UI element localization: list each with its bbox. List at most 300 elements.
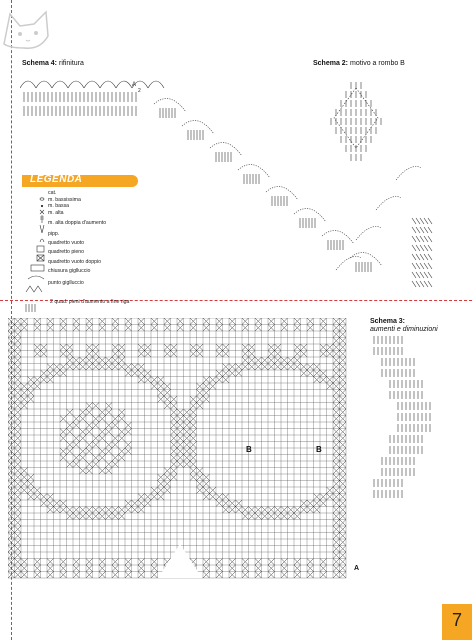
filled-cell bbox=[320, 500, 327, 507]
filled-cell bbox=[327, 377, 334, 384]
filled-cell bbox=[333, 468, 340, 475]
filled-cell bbox=[294, 559, 301, 566]
filled-cell bbox=[112, 572, 119, 579]
filled-cell bbox=[125, 507, 132, 514]
filled-cell bbox=[8, 396, 15, 403]
filled-cell bbox=[340, 526, 347, 533]
open-square-symbol bbox=[24, 240, 46, 248]
filled-cell bbox=[21, 487, 28, 494]
stitch-mark bbox=[428, 227, 432, 233]
filled-cell bbox=[99, 409, 106, 416]
stitch-mark bbox=[420, 254, 424, 260]
filled-cell bbox=[190, 429, 197, 436]
legend-item-label: m. alta bbox=[48, 210, 64, 216]
filled-cell bbox=[190, 403, 197, 410]
filled-cell bbox=[197, 344, 204, 351]
filled-cell bbox=[301, 500, 308, 507]
filled-cell bbox=[15, 364, 22, 371]
stitch-mark bbox=[424, 254, 428, 260]
filled-cell bbox=[15, 396, 22, 403]
schema4-marker-num: 2 bbox=[138, 88, 141, 94]
filled-cell bbox=[249, 344, 256, 351]
stitch-mark bbox=[424, 236, 428, 242]
filled-cell bbox=[132, 364, 139, 371]
filled-cell bbox=[15, 526, 22, 533]
filled-cell bbox=[216, 559, 223, 566]
filled-cell bbox=[268, 325, 275, 332]
filled-cell bbox=[294, 364, 301, 371]
filled-cell bbox=[60, 507, 67, 514]
filled-cell bbox=[47, 370, 54, 377]
filled-cell bbox=[28, 494, 35, 501]
filled-cell bbox=[8, 520, 15, 527]
filled-cell bbox=[171, 448, 178, 455]
filled-cell bbox=[8, 383, 15, 390]
filled-cell bbox=[203, 325, 210, 332]
full-square-symbol bbox=[24, 249, 46, 257]
filled-cell bbox=[21, 481, 28, 488]
filled-cell bbox=[28, 377, 35, 384]
filled-cell bbox=[190, 344, 197, 351]
filled-cell bbox=[281, 357, 288, 364]
filled-cell bbox=[21, 559, 28, 566]
filled-cell bbox=[145, 377, 152, 384]
filled-cell bbox=[203, 559, 210, 566]
filled-cell bbox=[15, 383, 22, 390]
filled-cell bbox=[249, 513, 256, 520]
filled-cell bbox=[184, 461, 191, 468]
filled-cell bbox=[106, 442, 113, 449]
filled-cell bbox=[15, 494, 22, 501]
filled-cell bbox=[340, 546, 347, 553]
filled-cell bbox=[125, 500, 132, 507]
filled-cell bbox=[242, 565, 249, 572]
filled-cell bbox=[294, 507, 301, 514]
filled-cell bbox=[80, 364, 87, 371]
filled-cell bbox=[223, 370, 230, 377]
picot-chain bbox=[376, 197, 402, 211]
filled-cell bbox=[8, 559, 15, 566]
filled-cell bbox=[80, 416, 87, 423]
legend-item-label: chiusura giglluccio bbox=[48, 268, 91, 274]
filled-cell bbox=[158, 383, 165, 390]
filled-cell bbox=[99, 448, 106, 455]
filled-cell bbox=[21, 396, 28, 403]
filled-cell bbox=[8, 325, 15, 332]
filled-cell bbox=[340, 448, 347, 455]
filled-cell bbox=[158, 481, 165, 488]
filled-cell bbox=[333, 474, 340, 481]
scallop-arc bbox=[36, 81, 52, 88]
filled-cell bbox=[340, 520, 347, 527]
filled-cell bbox=[314, 364, 321, 371]
filled-cell bbox=[15, 377, 22, 384]
filled-cell bbox=[203, 481, 210, 488]
filled-cell bbox=[73, 325, 80, 332]
filled-cell bbox=[229, 507, 236, 514]
filled-cell bbox=[307, 565, 314, 572]
filled-cell bbox=[112, 351, 119, 358]
filled-cell bbox=[119, 409, 126, 416]
filled-cell bbox=[86, 409, 93, 416]
filled-cell bbox=[190, 351, 197, 358]
filled-cell bbox=[60, 455, 67, 462]
filled-cell bbox=[112, 507, 119, 514]
filled-cell bbox=[294, 351, 301, 358]
filled-cell bbox=[223, 507, 230, 514]
filled-cell bbox=[67, 364, 74, 371]
filled-cell bbox=[203, 390, 210, 397]
filled-cell bbox=[54, 370, 61, 377]
filled-cell bbox=[320, 494, 327, 501]
filled-cell bbox=[60, 559, 67, 566]
legend-item-label: 2 quad. pieni d'aumento a fine riga bbox=[50, 299, 130, 305]
stitch-mark bbox=[428, 281, 432, 287]
filled-cell bbox=[314, 370, 321, 377]
filled-cell bbox=[249, 351, 256, 358]
filled-cell bbox=[15, 487, 22, 494]
filled-cell bbox=[138, 364, 145, 371]
scallop-arc bbox=[148, 81, 164, 88]
filled-cell bbox=[8, 357, 15, 364]
filled-cell bbox=[307, 572, 314, 579]
filled-cell bbox=[164, 351, 171, 358]
filled-cell bbox=[275, 513, 282, 520]
filled-cell bbox=[119, 364, 126, 371]
filled-cell bbox=[314, 507, 321, 514]
filled-cell bbox=[67, 442, 74, 449]
filled-cell bbox=[86, 468, 93, 475]
filled-cell bbox=[242, 351, 249, 358]
stitch-mark bbox=[424, 263, 428, 269]
filled-cell bbox=[262, 357, 269, 364]
filled-cell bbox=[125, 442, 132, 449]
filled-cell bbox=[47, 377, 54, 384]
filled-cell bbox=[15, 435, 22, 442]
filled-cell bbox=[255, 513, 262, 520]
filled-cell bbox=[307, 325, 314, 332]
filled-cell bbox=[164, 325, 171, 332]
picot-chain bbox=[154, 99, 186, 112]
filled-cell bbox=[333, 429, 340, 436]
filled-cell bbox=[34, 572, 41, 579]
filled-cell bbox=[294, 572, 301, 579]
filled-cell bbox=[275, 351, 282, 358]
filled-cell bbox=[119, 455, 126, 462]
filled-cell bbox=[177, 448, 184, 455]
filled-cell bbox=[190, 461, 197, 468]
schema4-marker-a: A bbox=[132, 82, 137, 88]
scallop-arc bbox=[84, 81, 100, 88]
filled-cell bbox=[164, 390, 171, 397]
filled-cell bbox=[275, 364, 282, 371]
filled-cell bbox=[307, 364, 314, 371]
filled-cell bbox=[112, 357, 119, 364]
filled-cell bbox=[197, 481, 204, 488]
filled-cell bbox=[177, 318, 184, 325]
filled-cell bbox=[67, 429, 74, 436]
filled-cell bbox=[67, 507, 74, 514]
filled-cell bbox=[47, 572, 54, 579]
filled-cell bbox=[86, 442, 93, 449]
schema2-heading bbox=[313, 60, 405, 67]
filled-cell bbox=[184, 442, 191, 449]
filled-cell bbox=[151, 318, 158, 325]
filled-cell bbox=[21, 318, 28, 325]
double-crochet-symbol bbox=[24, 210, 46, 218]
filled-cell bbox=[177, 422, 184, 429]
filled-cell bbox=[288, 357, 295, 364]
filled-cell bbox=[125, 448, 132, 455]
filled-cell bbox=[307, 500, 314, 507]
filled-cell bbox=[294, 357, 301, 364]
filled-cell bbox=[216, 500, 223, 507]
filled-cell bbox=[171, 461, 178, 468]
filled-cell bbox=[99, 513, 106, 520]
filled-cell bbox=[320, 565, 327, 572]
filled-cell bbox=[320, 377, 327, 384]
filled-cell bbox=[171, 474, 178, 481]
filled-cell bbox=[8, 351, 15, 358]
filled-cell bbox=[8, 500, 15, 507]
filled-cell bbox=[177, 442, 184, 449]
schema4-top-rows bbox=[20, 81, 164, 116]
filled-cell bbox=[8, 533, 15, 540]
filled-cell bbox=[145, 351, 152, 358]
filled-cell bbox=[307, 318, 314, 325]
filled-cell bbox=[164, 403, 171, 410]
filled-cell bbox=[60, 318, 67, 325]
filled-cell bbox=[138, 325, 145, 332]
filled-cell bbox=[333, 325, 340, 332]
filled-cell bbox=[333, 494, 340, 501]
filled-cell bbox=[340, 539, 347, 546]
filled-cell bbox=[177, 455, 184, 462]
filled-cell bbox=[236, 500, 243, 507]
filled-cell bbox=[47, 507, 54, 514]
filled-cell bbox=[340, 474, 347, 481]
filled-cell bbox=[216, 370, 223, 377]
stitch-mark bbox=[416, 263, 420, 269]
filled-cell bbox=[15, 455, 22, 462]
filled-cell bbox=[60, 351, 67, 358]
filled-cell bbox=[67, 409, 74, 416]
filled-cell bbox=[236, 370, 243, 377]
filled-cell bbox=[67, 448, 74, 455]
stitch-mark bbox=[424, 218, 428, 224]
filled-cell bbox=[216, 572, 223, 579]
filled-cell bbox=[333, 448, 340, 455]
filled-cell bbox=[340, 442, 347, 449]
filled-cell bbox=[15, 448, 22, 455]
filled-cell bbox=[21, 383, 28, 390]
filled-cell bbox=[164, 318, 171, 325]
filled-cell bbox=[93, 513, 100, 520]
filled-cell bbox=[340, 377, 347, 384]
filled-cell bbox=[41, 351, 48, 358]
filled-cell bbox=[223, 344, 230, 351]
filled-cell bbox=[8, 487, 15, 494]
chart-letter-b-right: B bbox=[316, 445, 322, 454]
filled-cell bbox=[333, 507, 340, 514]
filled-cell bbox=[268, 507, 275, 514]
filled-cell bbox=[138, 344, 145, 351]
filled-cell bbox=[28, 396, 35, 403]
filled-cell bbox=[333, 370, 340, 377]
filled-cell bbox=[106, 448, 113, 455]
filled-cell bbox=[106, 422, 113, 429]
filled-cell bbox=[41, 494, 48, 501]
filled-cell bbox=[190, 468, 197, 475]
filled-cell bbox=[340, 559, 347, 566]
filled-cell bbox=[262, 513, 269, 520]
legend-item-label: m. alta doppia d'aumento bbox=[48, 220, 107, 226]
filled-cell bbox=[15, 546, 22, 553]
filled-cell bbox=[327, 494, 334, 501]
filled-cell bbox=[255, 559, 262, 566]
filled-cell bbox=[197, 396, 204, 403]
filled-cell bbox=[93, 442, 100, 449]
filled-cell bbox=[145, 370, 152, 377]
filled-cell bbox=[8, 364, 15, 371]
filled-cell bbox=[80, 507, 87, 514]
filled-cell bbox=[112, 565, 119, 572]
filled-cell bbox=[171, 468, 178, 475]
filled-cell bbox=[119, 435, 126, 442]
filled-cell bbox=[340, 364, 347, 371]
filled-cell bbox=[99, 572, 106, 579]
filled-cell bbox=[340, 461, 347, 468]
filled-cell bbox=[242, 325, 249, 332]
filled-cell bbox=[99, 559, 106, 566]
filled-cell bbox=[73, 513, 80, 520]
filled-cell bbox=[8, 448, 15, 455]
filled-cell bbox=[119, 507, 126, 514]
filled-cell bbox=[171, 435, 178, 442]
filled-cell bbox=[340, 435, 347, 442]
filled-cell bbox=[210, 494, 217, 501]
filled-cell bbox=[327, 487, 334, 494]
filled-cell bbox=[340, 552, 347, 559]
filled-cell bbox=[242, 559, 249, 566]
filled-cell bbox=[340, 422, 347, 429]
filled-cell bbox=[242, 513, 249, 520]
filled-cell bbox=[34, 344, 41, 351]
filled-cell bbox=[67, 513, 74, 520]
filled-cell bbox=[73, 318, 80, 325]
filled-cell bbox=[8, 461, 15, 468]
filled-cell bbox=[210, 377, 217, 384]
filled-cell bbox=[54, 507, 61, 514]
double-crochet-increase-symbol bbox=[24, 220, 46, 228]
filled-cell bbox=[80, 409, 87, 416]
filled-cell bbox=[190, 325, 197, 332]
filled-cell bbox=[8, 572, 15, 579]
filled-cell bbox=[333, 455, 340, 462]
filled-cell bbox=[60, 416, 67, 423]
filled-cell bbox=[151, 377, 158, 384]
filled-cell bbox=[86, 351, 93, 358]
filled-cell bbox=[268, 318, 275, 325]
filled-cell bbox=[80, 448, 87, 455]
filled-cell bbox=[268, 344, 275, 351]
stitch-mark bbox=[416, 227, 420, 233]
filled-cell bbox=[333, 409, 340, 416]
filled-cell bbox=[197, 383, 204, 390]
filled-cell bbox=[229, 565, 236, 572]
filled-cell bbox=[229, 370, 236, 377]
filled-cell bbox=[73, 435, 80, 442]
filled-cell bbox=[8, 552, 15, 559]
filled-cell bbox=[15, 344, 22, 351]
filled-cell bbox=[28, 390, 35, 397]
scallop-arc bbox=[116, 81, 132, 88]
filled-cell bbox=[281, 513, 288, 520]
filled-cell bbox=[93, 364, 100, 371]
filled-cell bbox=[138, 370, 145, 377]
filled-cell bbox=[86, 318, 93, 325]
filled-cell bbox=[223, 494, 230, 501]
filled-cell bbox=[340, 455, 347, 462]
stitch-mark bbox=[424, 281, 428, 287]
filled-cell bbox=[34, 565, 41, 572]
filled-cell bbox=[275, 344, 282, 351]
filled-cell bbox=[15, 559, 22, 566]
filled-cell bbox=[288, 507, 295, 514]
chart-notch bbox=[158, 544, 202, 578]
filled-cell bbox=[268, 565, 275, 572]
filled-cell bbox=[8, 403, 15, 410]
filled-cell bbox=[119, 357, 126, 364]
filled-cell bbox=[60, 344, 67, 351]
stitch-mark bbox=[416, 218, 420, 224]
filled-cell bbox=[268, 357, 275, 364]
filled-cell bbox=[15, 468, 22, 475]
filled-cell bbox=[216, 318, 223, 325]
filled-cell bbox=[210, 383, 217, 390]
stitch-mark bbox=[428, 272, 432, 278]
filled-cell bbox=[242, 364, 249, 371]
filled-cell bbox=[333, 364, 340, 371]
filled-cell bbox=[28, 487, 35, 494]
filled-cell bbox=[314, 500, 321, 507]
filled-cell bbox=[60, 500, 67, 507]
filled-cell bbox=[112, 435, 119, 442]
filled-cell bbox=[99, 507, 106, 514]
stitch-mark bbox=[416, 281, 420, 287]
filled-cell bbox=[93, 344, 100, 351]
stitch-mark bbox=[420, 281, 424, 287]
filled-cell bbox=[73, 565, 80, 572]
filled-cell bbox=[268, 559, 275, 566]
filet-crochet-chart bbox=[8, 318, 364, 588]
filled-cell bbox=[249, 357, 256, 364]
filled-cell bbox=[327, 344, 334, 351]
filled-cell bbox=[93, 403, 100, 410]
filled-cell bbox=[164, 344, 171, 351]
filled-cell bbox=[67, 344, 74, 351]
stitch-mark bbox=[412, 245, 416, 251]
filled-cell bbox=[8, 442, 15, 449]
filled-cell bbox=[99, 318, 106, 325]
filled-cell bbox=[47, 494, 54, 501]
filled-cell bbox=[203, 474, 210, 481]
stitch-mark bbox=[412, 227, 416, 233]
filled-cell bbox=[340, 416, 347, 423]
filled-cell bbox=[333, 546, 340, 553]
filled-cell bbox=[216, 377, 223, 384]
filled-cell bbox=[223, 377, 230, 384]
